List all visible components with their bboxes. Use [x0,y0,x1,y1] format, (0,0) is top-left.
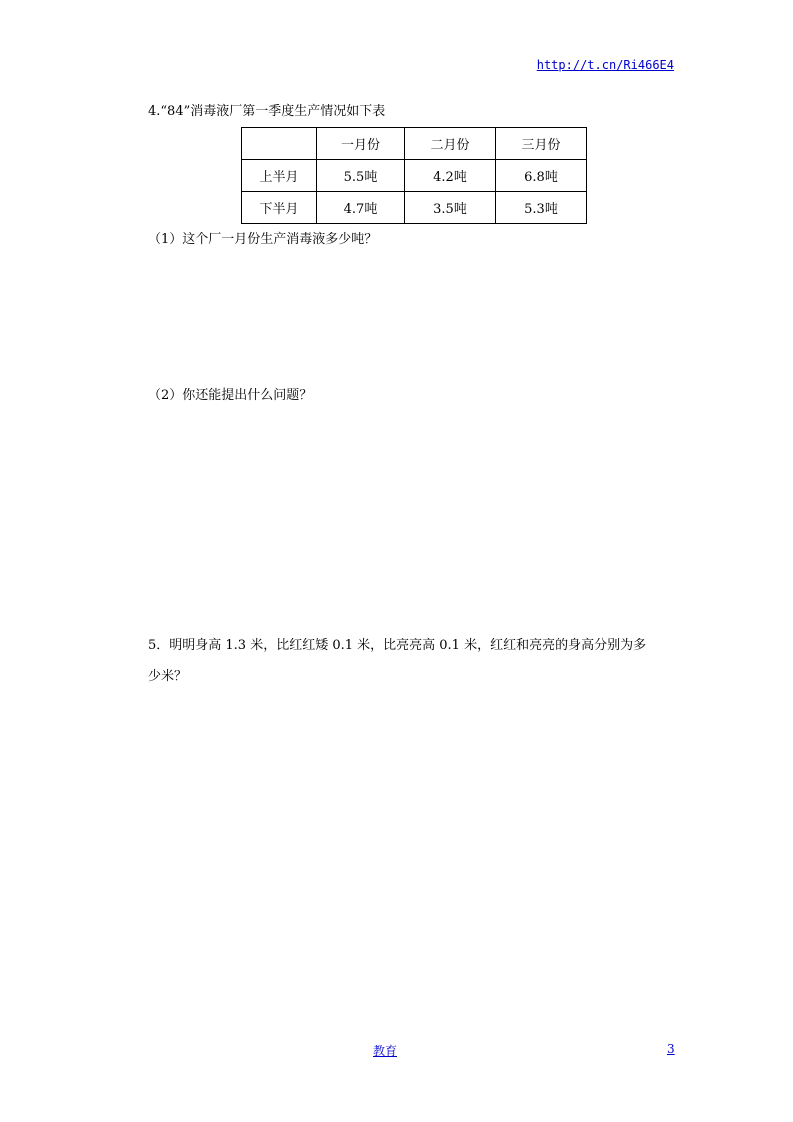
table-cell: 4.7吨 [317,192,405,224]
page-number: 3 [667,1042,675,1056]
production-table [241,127,587,224]
question-4-title: 4.“84”消毒液厂第一季度生产情况如下表 [148,104,386,119]
question-5-line-2: 少米？ [148,669,188,684]
question-5-line-1: 5．明明身高 1.3 米，比红红矮 0.1 米，比亮亮高 0.1 米，红红和亮亮的身高分别为多 [148,638,647,653]
table-row-label: 下半月 [242,192,317,224]
question-4-part-2: （2）你还能提出什么问题？ [148,388,313,403]
table-row [242,192,587,224]
table-header-cell: 一月份 [317,128,405,160]
table-header-cell [242,128,317,160]
header-link[interactable]: http://t.cn/Ri466E4 [536,58,674,72]
table-row-label: 上半月 [242,160,317,192]
table-cell: 3.5吨 [405,192,496,224]
question-4-part-1: （1）这个厂一月份生产消毒液多少吨？ [148,232,378,247]
table-cell: 4.2吨 [405,160,496,192]
table-cell: 6.8吨 [496,160,587,192]
table-header-cell: 三月份 [496,128,587,160]
footer-link[interactable]: 教育 [373,1044,398,1058]
table-cell: 5.5吨 [317,160,405,192]
table-row [242,160,587,192]
table-header-cell: 二月份 [405,128,496,160]
table-header-row [242,128,587,160]
table-cell: 5.3吨 [496,192,587,224]
